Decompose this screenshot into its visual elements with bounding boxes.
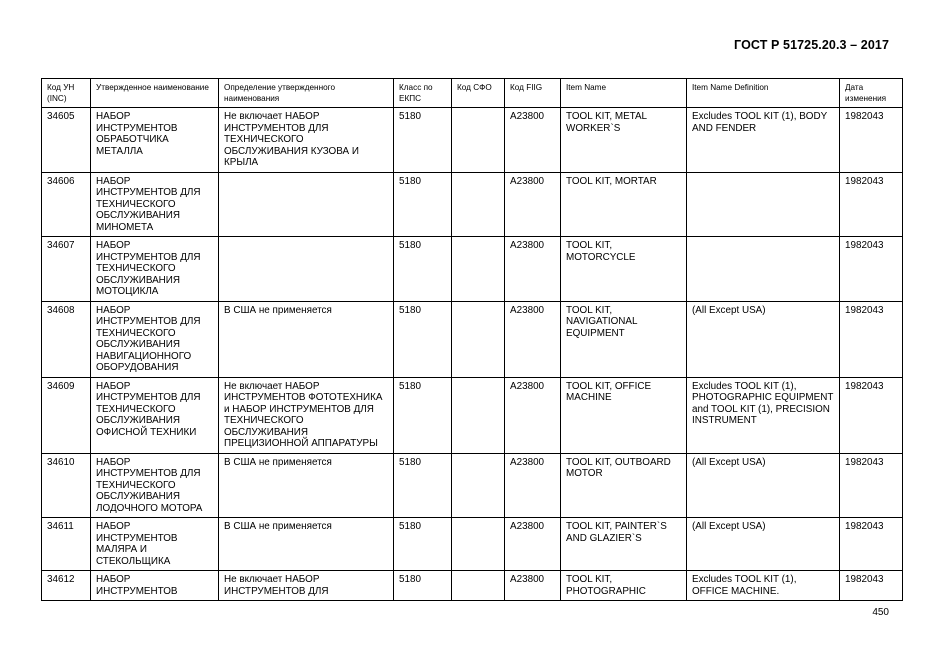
cell-fiig-code: A23800: [505, 377, 561, 453]
cell-change-date: 1982043: [840, 518, 903, 571]
cell-fiig-code: A23800: [505, 571, 561, 601]
cell-approved-name: НАБОР ИНСТРУМЕНТОВ ДЛЯ ТЕХНИЧЕСКОГО ОБСЛУЖИВАНИЯ ОФИСНОЙ ТЕХНИКИ: [91, 377, 219, 453]
cell-item-definition: [687, 172, 840, 237]
col-header-fiig-code: Код FIIG: [505, 79, 561, 108]
cell-item-name: TOOL KIT, METAL WORKER`S: [561, 108, 687, 173]
cell-ekps-class: 5180: [394, 453, 452, 518]
cell-sfo-code: [452, 108, 505, 173]
col-header-definition: Определение утвержденного наименования: [219, 79, 394, 108]
cell-item-definition: Excludes TOOL KIT (1), PHOTOGRAPHIC EQUIPMENT and TOOL KIT (1), PRECISION INSTRUMENT: [687, 377, 840, 453]
cell-item-definition: [687, 237, 840, 302]
cell-item-name: TOOL KIT, NAVIGATIONAL EQUIPMENT: [561, 301, 687, 377]
cell-change-date: 1982043: [840, 301, 903, 377]
cell-inc: 34611: [42, 518, 91, 571]
cell-inc: 34610: [42, 453, 91, 518]
col-header-change-date: Дата изменения: [840, 79, 903, 108]
cell-inc: 34609: [42, 377, 91, 453]
table-row: [42, 172, 903, 237]
table-header-row: [42, 79, 903, 108]
cell-definition: В США не применяется: [219, 518, 394, 571]
cell-approved-name: НАБОР ИНСТРУМЕНТОВ ДЛЯ ТЕХНИЧЕСКОГО ОБСЛУЖИВАНИЯ ЛОДОЧНОГО МОТОРА: [91, 453, 219, 518]
table-row: [42, 518, 903, 571]
document-title: ГОСТ Р 51725.20.3 – 2017: [734, 38, 889, 52]
cell-inc: 34612: [42, 571, 91, 601]
table-row: [42, 301, 903, 377]
cell-sfo-code: [452, 571, 505, 601]
col-header-inc: Код УН (INC): [42, 79, 91, 108]
cell-inc: 34608: [42, 301, 91, 377]
table-row: [42, 571, 903, 601]
cell-change-date: 1982043: [840, 237, 903, 302]
cell-approved-name: НАБОР ИНСТРУМЕНТОВ МАЛЯРА И СТЕКОЛЬЩИКА: [91, 518, 219, 571]
cell-fiig-code: A23800: [505, 518, 561, 571]
table-row: [42, 453, 903, 518]
cell-item-name: TOOL KIT, MORTAR: [561, 172, 687, 237]
table-row: [42, 108, 903, 173]
cell-approved-name: НАБОР ИНСТРУМЕНТОВ ДЛЯ ТЕХНИЧЕСКОГО ОБСЛУЖИВАНИЯ НАВИГАЦИОННОГО ОБОРУДОВАНИЯ: [91, 301, 219, 377]
cell-sfo-code: [452, 453, 505, 518]
cell-sfo-code: [452, 237, 505, 302]
cell-ekps-class: 5180: [394, 301, 452, 377]
cell-sfo-code: [452, 172, 505, 237]
cell-item-definition: (All Except USA): [687, 453, 840, 518]
cell-ekps-class: 5180: [394, 108, 452, 173]
cell-item-name: TOOL KIT, OUTBOARD MOTOR: [561, 453, 687, 518]
cell-sfo-code: [452, 377, 505, 453]
cell-approved-name: НАБОР ИНСТРУМЕНТОВ ДЛЯ ТЕХНИЧЕСКОГО ОБСЛУЖИВАНИЯ МОТОЦИКЛА: [91, 237, 219, 302]
cell-change-date: 1982043: [840, 108, 903, 173]
col-header-item-definition: Item Name Definition: [687, 79, 840, 108]
nomenclature-table: [41, 78, 903, 601]
cell-ekps-class: 5180: [394, 518, 452, 571]
cell-fiig-code: A23800: [505, 172, 561, 237]
cell-definition: В США не применяется: [219, 453, 394, 518]
cell-change-date: 1982043: [840, 571, 903, 601]
cell-sfo-code: [452, 518, 505, 571]
table-row: [42, 237, 903, 302]
cell-inc: 34607: [42, 237, 91, 302]
cell-approved-name: НАБОР ИНСТРУМЕНТОВ: [91, 571, 219, 601]
cell-definition: В США не применяется: [219, 301, 394, 377]
cell-change-date: 1982043: [840, 172, 903, 237]
col-header-approved-name: Утвержденное наименование: [91, 79, 219, 108]
cell-item-name: TOOL KIT, PAINTER`S AND GLAZIER`S: [561, 518, 687, 571]
cell-fiig-code: A23800: [505, 108, 561, 173]
cell-ekps-class: 5180: [394, 377, 452, 453]
cell-inc: 34605: [42, 108, 91, 173]
col-header-ekps-class: Класс по ЕКПС: [394, 79, 452, 108]
cell-change-date: 1982043: [840, 453, 903, 518]
cell-item-definition: Excludes TOOL KIT (1), OFFICE MACHINE.: [687, 571, 840, 601]
cell-item-name: TOOL KIT, OFFICE MACHINE: [561, 377, 687, 453]
cell-definition: Не включает НАБОР ИНСТРУМЕНТОВ ФОТОТЕХНИКА и НАБОР ИНСТРУМЕНТОВ ДЛЯ ТЕХНИЧЕСКОГО ОБСЛУЖИВАНИЯ ПРЕЦИЗИОННОЙ АППАРАТУРЫ: [219, 377, 394, 453]
cell-approved-name: НАБОР ИНСТРУМЕНТОВ ДЛЯ ТЕХНИЧЕСКОГО ОБСЛУЖИВАНИЯ МИНОМЕТА: [91, 172, 219, 237]
page-number: 450: [872, 607, 889, 618]
cell-inc: 34606: [42, 172, 91, 237]
cell-fiig-code: A23800: [505, 301, 561, 377]
cell-fiig-code: A23800: [505, 453, 561, 518]
cell-definition: Не включает НАБОР ИНСТРУМЕНТОВ ДЛЯ ТЕХНИЧЕСКОГО ОБСЛУЖИВАНИЯ КУЗОВА И КРЫЛА: [219, 108, 394, 173]
cell-item-name: TOOL KIT, PHOTOGRAPHIC: [561, 571, 687, 601]
cell-item-definition: Excludes TOOL KIT (1), BODY AND FENDER: [687, 108, 840, 173]
table-row: [42, 377, 903, 453]
cell-approved-name: НАБОР ИНСТРУМЕНТОВ ОБРАБОТЧИКА МЕТАЛЛА: [91, 108, 219, 173]
cell-definition: [219, 237, 394, 302]
cell-item-definition: (All Except USA): [687, 301, 840, 377]
cell-change-date: 1982043: [840, 377, 903, 453]
cell-ekps-class: 5180: [394, 571, 452, 601]
cell-item-definition: (All Except USA): [687, 518, 840, 571]
cell-fiig-code: A23800: [505, 237, 561, 302]
cell-sfo-code: [452, 301, 505, 377]
col-header-item-name: Item Name: [561, 79, 687, 108]
col-header-sfo-code: Код СФО: [452, 79, 505, 108]
cell-ekps-class: 5180: [394, 172, 452, 237]
cell-item-name: TOOL KIT, MOTORCYCLE: [561, 237, 687, 302]
cell-definition: Не включает НАБОР ИНСТРУМЕНТОВ ДЛЯ: [219, 571, 394, 601]
cell-ekps-class: 5180: [394, 237, 452, 302]
cell-definition: [219, 172, 394, 237]
